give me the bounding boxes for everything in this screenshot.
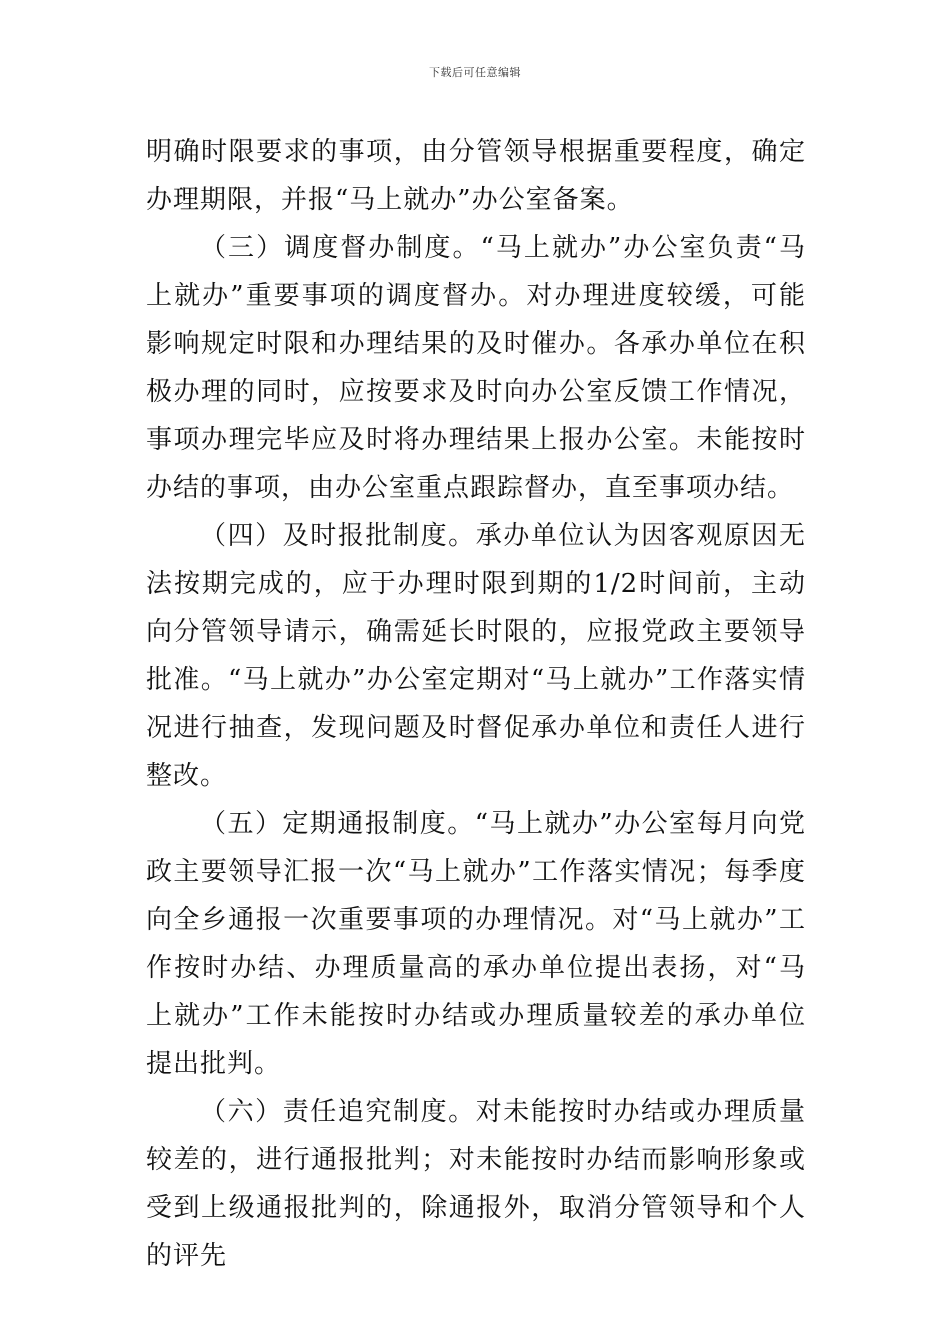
page-header: 下载后可任意编辑 [429, 66, 521, 79]
document-body [146, 128, 806, 1280]
paragraph-section-5: （五）定期通报制度。“马上就办”办公室每月向党政主要领导汇报一次“马上就办”工作落实情况；每季度向全乡通报一次重要事项的办理情况。对“马上就办”工作按时办结、办理质量高的承办单位提出表扬，对“马上就办”工作未能按时办结或办理质量较差的承办单位提出批判。 [146, 809, 806, 1079]
paragraph-continuation: 明确时限要求的事项，由分管领导根据重要程度，确定办理期限，并报“马上就办”办公室备案。 [146, 137, 806, 215]
paragraph-section-6: （六）责任追究制度。对未能按时办结或办理质量较差的，进行通报批判；对未能按时办结而影响形象或受到上级通报批判的，除通报外，取消分管领导和个人的评先 [146, 1097, 806, 1271]
paragraph-section-3: （三）调度督办制度。“马上就办”办公室负责“马上就办”重要事项的调度督办。对办理进度较缓，可能影响规定时限和办理结果的及时催办。各承办单位在积极办理的同时，应按要求及时向办公室反馈工作情况，事项办理完毕应及时将办理结果上报办公室。未能按时办结的事项，由办公室重点跟踪督办，直至事项办结。 [146, 233, 806, 503]
paragraph-section-4: （四）及时报批制度。承办单位认为因客观原因无法按期完成的，应于办理时限到期的1/2时间前，主动向分管领导请示，确需延长时限的，应报党政主要领导批准。“马上就办”办公室定期对“马上就办”工作落实情况进行抽查，发现问题及时督促承办单位和责任人进行整改。 [146, 521, 806, 791]
